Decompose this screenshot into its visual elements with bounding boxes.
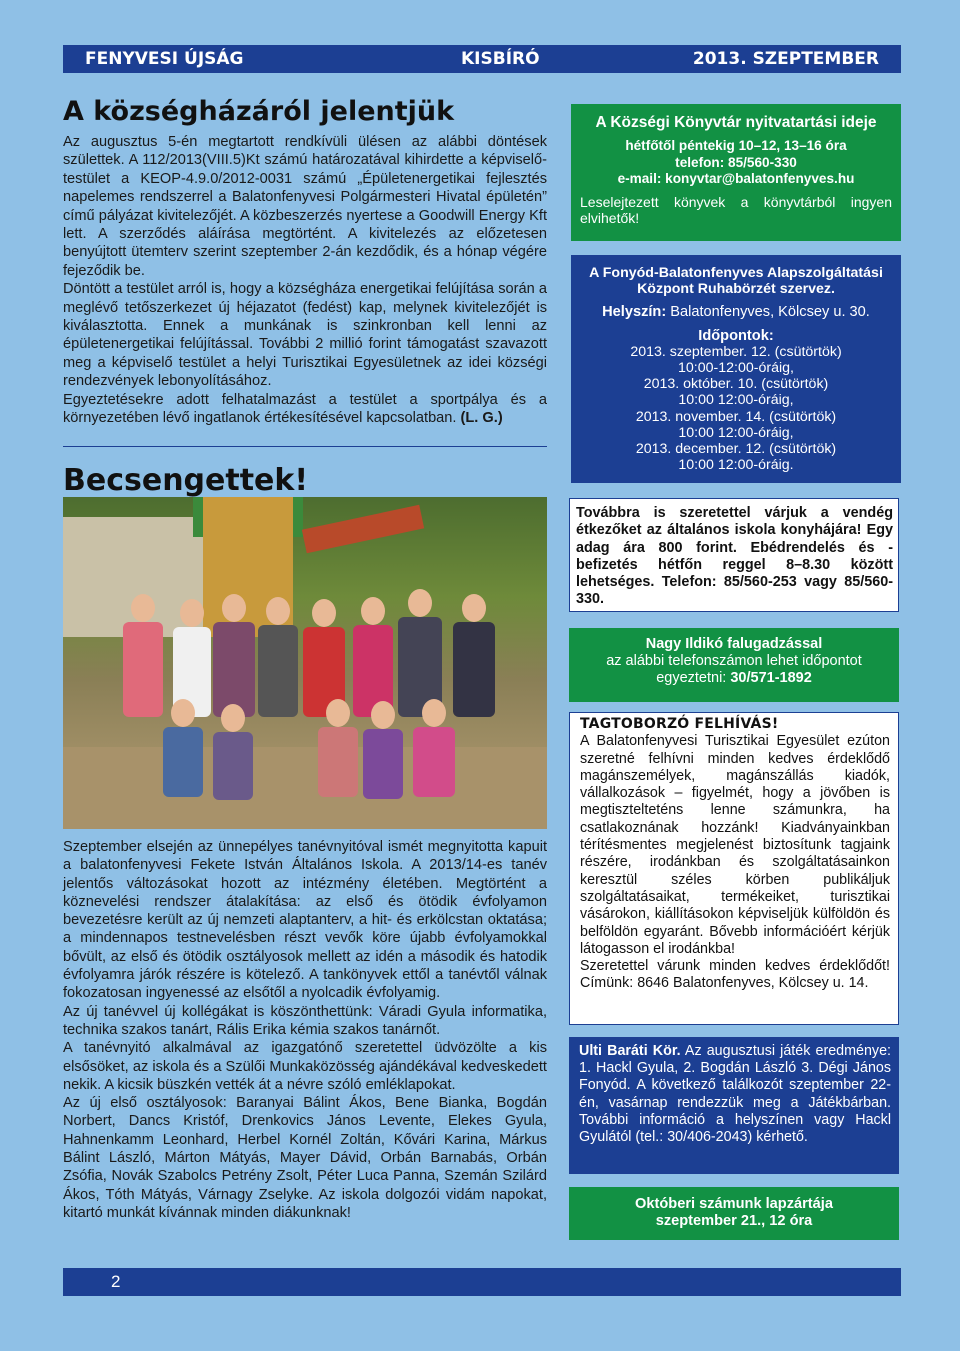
clothes-date: 2013. október. 10. (csütörtök)	[643, 376, 829, 393]
child-figure	[318, 727, 358, 797]
recruitment-title: TAGTOBORZÓ FELHÍVÁS!	[580, 716, 779, 732]
article-title: Becsengettek!	[63, 462, 309, 498]
child-figure	[213, 732, 253, 800]
hairdresser-box	[569, 628, 899, 702]
article-paragraph: Az augusztus 5-én megtartott rendkívüli ülésen az alábbi döntések születtek. A 112/2013(VIII.5)Kt számú határozatával kihirdette a képviselő-testület a KEOP-4.9.0/2012-0031 számú „Épületenergetikai fejlesztés napelemes rendszerrel a Balatonfenyvesi Polgármesteri Hivatal épületén” című pályázat kivitelezőjét. A közbeszerzés nyertese a Goodwill Energy Kft lett. A szerződés aláírása megtörtént. A kivitelezés az előzetesen benyújtott ütemterv szerint szeptember 2-án kezdődik, és a hónap végére fejeződik be.	[63, 134, 547, 279]
hairdresser-name: Nagy Ildikó falugadzással	[645, 636, 823, 652]
article-paragraph: Az új első osztályosok: Baranyai Bálint Ákos, Bene Bianka, Bogdán Norbert, Dancs Kristóf, Drenkovics János Levente, Elekes Gyula, Hahnenkamm Leonhard, Herbel Kornél Zoltán, Kővári Karina, Márkus Bálint László, Márton Mátyás, Mayer Dávid, Orbán Barnabás, Orbán Zsófia, Novák Szabolcs Petrény Zsolt, Péter Luca Panna, Szemán Szilárd Ákos, Tóth Mátyás, Várnagy Zselyke. Az iskola dolgozói vidám napokat, kitartó munkát kívánnak minden diákunknak!	[63, 1095, 547, 1221]
child-figure	[123, 622, 163, 717]
ulti-club-name: Ulti Baráti Kör.	[579, 1043, 681, 1059]
library-phone: telefon: 85/560-330	[675, 154, 797, 170]
library-hours-box	[571, 104, 901, 241]
child-figure	[213, 622, 255, 717]
child-figure	[363, 729, 403, 799]
child-figure	[258, 625, 298, 717]
child-figure	[453, 622, 495, 717]
library-email: e-mail: konyvtar@balatonfenyves.hu	[617, 171, 855, 186]
ground	[63, 747, 547, 829]
recruitment-box	[569, 712, 899, 1025]
article-paragraph: Egyeztetésekre adott felhatalmazást a testület a sportpálya és a környezetében lévő ingatlanok értékesítésével kapcsolatban. (L. G.)	[63, 391, 547, 427]
clothes-time: 10:00 12:00-óráig,	[678, 424, 794, 441]
clothes-date: 2013. december. 12. (csütörtök)	[635, 441, 837, 458]
school-children-photo	[63, 497, 547, 829]
article-paragraph: Szeptember elsején az ünnepélyes tanévnyitóval ismét megnyitotta kapuit a balatonfenyvesi Fekete István Általános Iskola. A 2013/14-es tanév jelentős változásokat hozott az intézmény életében. Megtörtént a köznevelési rendszer átalakítása: az első és ötödik évfolyamon bevezetésre került az új nemzeti alaptanterv, a hit- és erkölcstan oktatása; a mindennapos testnevelésben részt vevők köre újabb évfolyamokkal bővült, az első és ötödik osztályosok mellett az idén a második és hatodik évfolyamra járók részére is kötelező. A tankönyvek ettől a tanévtől válnak fokozatosan ingyenessé az elsőtől a nyolcadik évfolyamig.	[63, 839, 547, 1002]
article-title: A községházáról jelentjük	[63, 96, 455, 127]
ulti-club-box	[569, 1037, 899, 1174]
playground-slide	[302, 505, 424, 553]
clothes-time: 10:00-12:00-óráig,	[678, 360, 794, 377]
clothes-title: Központ Ruhabörzét szervez.	[637, 281, 835, 298]
deadline-box	[569, 1187, 899, 1240]
library-note: Leselejtezett könyvek a könyvtárból ingyen elvihetők!	[580, 193, 892, 226]
article-paragraph: Döntött a testület arról is, hogy a községháza energetikai felújítása során a meglévő tetőszerkezet új héjazatot (fedést) kap, melynek kivitelezőjét is kiválasztotta. Ennek a munkának is szinkronban kell lenni az épületenergetikai felújítással. További 2 millió forint támogatást szavazott meg a képviselő testület a helyi Turisztikai Egyesületnek az idei községi rendezvények lebonyolításához.	[63, 281, 547, 390]
section-name: KISBÍRÓ	[461, 49, 540, 69]
page-number: 2	[111, 1272, 121, 1291]
clothes-title: A Fonyód-Balatonfenyves Alapszolgáltatási	[589, 265, 883, 281]
child-figure	[413, 727, 455, 797]
library-title: A Községi Könyvtár nyitvatartási ideje	[595, 114, 877, 131]
page-header	[63, 45, 901, 73]
library-hours: hétfőtől péntekig 10–12, 13–16 óra	[625, 138, 847, 153]
ulti-club-text: Az augusztusi játék eredménye: 1. Hackl Gyula, 2. Bogdán László 3. Dégi János Fonyód. A következő találkozót szeptember 22-én, vasárnap rendezzük meg a Játékbárban. További információ a helyszínen vagy Hackl Gyulától (tel.: 30/406-2043) kérhető.	[579, 1043, 891, 1146]
divider	[63, 446, 547, 447]
lunch-text: Továbbra is szeretettel várjuk a vendég étkezőket az általános iskola konyhájára! Egy adag ára 800 forint. Ebédrendelés és -befizetés hétfőn reggel 8–8.30 között lehetséges. Telefon: 85/560-253 vagy 85/560-330.	[576, 505, 893, 608]
lunch-notice-box	[569, 498, 899, 612]
clothes-location: Helyszín: Balatonfenyves, Kölcsey u. 30.	[602, 304, 870, 321]
recruitment-contact: Szeretettel várunk minden kedves érdeklődőt! Címünk: 8646 Balatonfenyves, Kölcsey u. 14.	[580, 958, 890, 992]
recruitment-text: A Balatonfenyvesi Turisztikai Egyesület ezúton szeretné felhívni minden kedves érdeklődő magánszemélyek, magánszállás kiadók, vállalkozások – figyelmét, hogy a jövőben is megtisztelteténs lenne számunkra, ha csatlakoznának hozzánk! Kiadványainkban térítésmentes megjelenést biztosítunk tagjaink részére, irodánkban és szolgáltatásainkon keresztül széles körben publikáljuk szolgáltatásaikat, termékeiket, turisztikai vásárokon, kiállításokon képviseljük külföldön és belföldön egyaránt. Bővebb információért kérjük látogasson el irodánkba!	[580, 733, 890, 957]
deadline-line: Októberi számunk lapzártája	[635, 1196, 833, 1212]
deadline-line: szeptember 21., 12 óra	[655, 1213, 813, 1230]
hairdresser-phone-line: egyeztetni: 30/571-1892	[656, 670, 812, 687]
newspaper-name: FENYVESI ÚJSÁG	[85, 49, 244, 69]
left-column	[63, 96, 547, 498]
clothes-sale-box	[571, 255, 901, 483]
clothes-date: 2013. szeptember. 12. (csütörtök)	[630, 343, 842, 360]
clothes-time: 10:00 12:00-óráig.	[678, 457, 794, 474]
clothes-times-label: Időpontok:	[698, 327, 774, 344]
child-figure	[163, 727, 203, 797]
issue-date: 2013. SZEPTEMBER	[692, 49, 879, 69]
article-paragraph: Az új tanévvel új kollégákat is köszönthettünk: Váradi Gyula informatika, technika szakos tanárt, Rális Erika kémia szakos tanárnőt.	[63, 1003, 547, 1038]
page-footer	[63, 1268, 901, 1296]
article-paragraph: A tanévnyitó alkalmával az igazgatónő szeretettel üdvözölte a kis elsősöket, az iskola és a Szülői Munkaközösség ajándékával kedveskedett nekik. A kicsik büszkén vették át a névre szóló emléklapokat.	[63, 1040, 547, 1093]
hairdresser-line: az alábbi telefonszámon lehet időpontot	[606, 653, 862, 670]
clothes-time: 10:00 12:00-óráig,	[678, 392, 794, 409]
school-article-body	[63, 838, 547, 1222]
clothes-date: 2013. november. 14. (csütörtök)	[635, 408, 837, 425]
author-signature: (L. G.)	[460, 410, 503, 427]
